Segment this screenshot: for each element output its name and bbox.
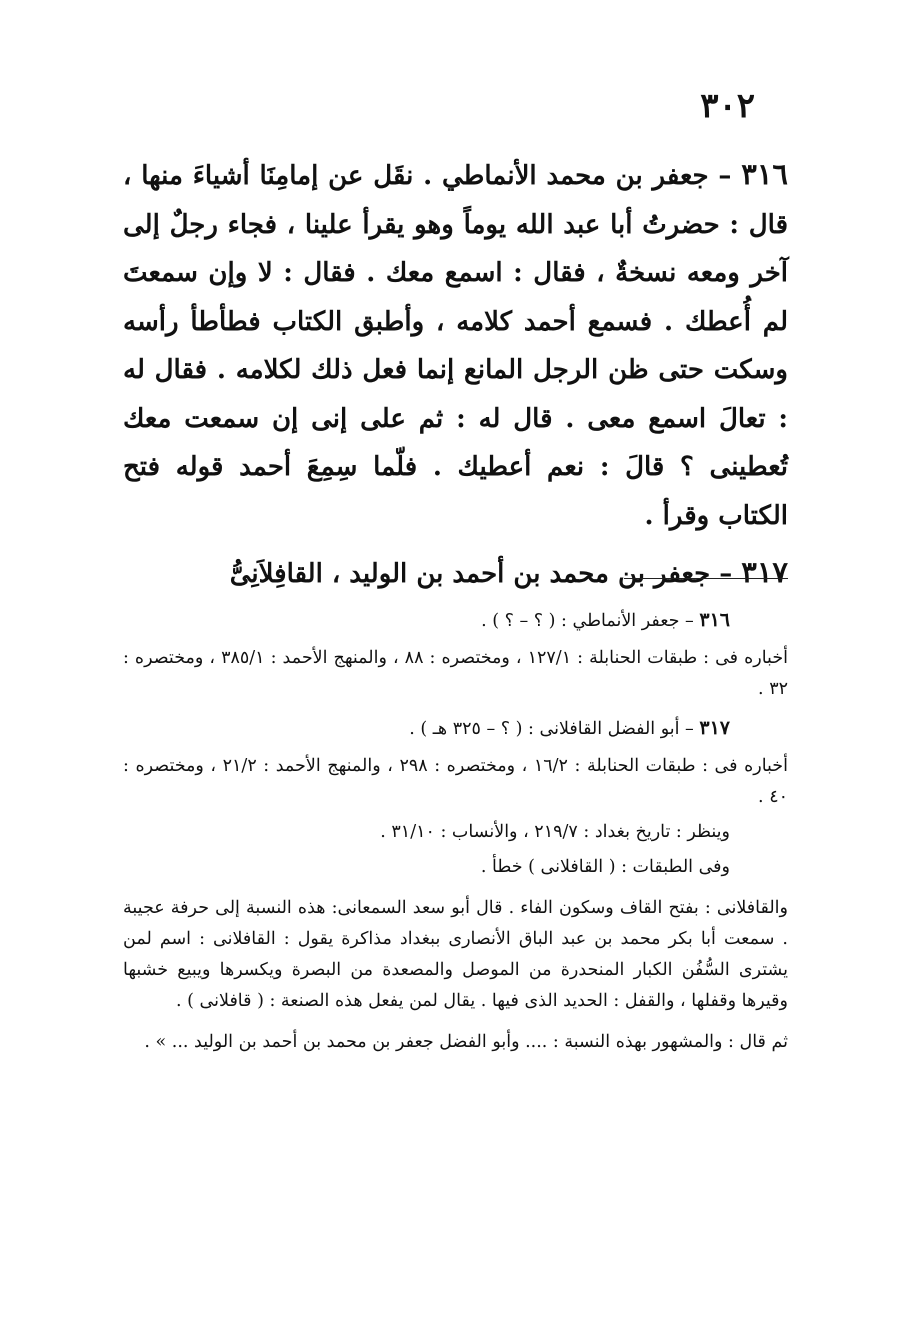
footnotes (123, 605, 788, 1058)
page-number: ٣٠٢ (700, 86, 755, 126)
entry-text: – جعفر بن محمد بن أحمد بن الوليد ، القافِلاَنِىُّ (229, 559, 742, 589)
entry-number: ٣١٧ (741, 555, 788, 589)
footnote-divider (624, 578, 788, 579)
note-316-sources: أخباره فى : طبقات الحنابلة : ١٢٧/١ ، ومختصره : ٨٨ ، والمنهج الأحمد : ٣٨٥/١ ، ومختصره : ٣٢ . (123, 648, 788, 699)
entry-317 (123, 548, 788, 599)
note-317-sources: أخباره فى : طبقات الحنابلة : ١٦/٢ ، ومختصره : ٢٩٨ ، والمنهج الأحمد : ٢١/٢ ، ومختصره : ٤٠ . (123, 756, 788, 807)
note-317-famous: ثم قال : والمشهور بهذه النسبة : .... وأبو الفضل جعفر بن محمد بن أحمد بن الوليد ... » . (144, 1032, 788, 1052)
note-317-qafilani: والقافلانى : بفتح القاف وسكون الفاء . قال أبو سعد السمعانى: هذه النسبة إلى حرفة عجيبة . سمعت أبا بكر محمد بن عبد الباق الأنصارى ببغداد مذاكرة يقول : القافلانى : اسم لمن يشترى السُّفُن الكبار المنحدرة من الموصل والمصعدة من البصرة ويكسرها ويبيع خشبها وقيرها وقفلها ، والقفل : الحديد الذى فيها . يقال لمن يفعل هذه الصنعة : ( قافلانى ) . (123, 898, 788, 1011)
note-number: ٣١٦ (699, 609, 730, 631)
entry-number: ٣١٦ (741, 157, 788, 191)
note-heading-text: – أبو الفضل القافلانى : ( ؟ – ٣٢٥ هـ ) . (409, 719, 700, 739)
entry-text: – جعفر بن محمد الأنماطي . نقَل عن إمامِنَا أشياءَ منها ، قال : حضرتُ أبا عبد الله يوماً وهو يقرأ علينا ، فجاء رجلٌ إلى آخر ومعه نسخةٌ ، فقال : اسمع معك . فقال : لا وإن سمعتَ لم أُعطك . فسمع أحمد كلامه ، وأطبق الكتاب فطأطأ رأسه وسكت حتى ظن الرجل المانع إنما فعل ذلك لكلامه . فقال له : تعالَ اسمع معى . قال له : ثم على إنى إن سمعت معك تُعطينى ؟ قالَ : نعم أعطيك . فلّما سِمِعَ أحمد قوله فتح الكتاب وقرأ . (123, 161, 788, 531)
note-316-heading (123, 605, 788, 637)
note-317-heading (123, 713, 788, 745)
note-317-tabaqat: وفى الطبقات : ( القافلانى ) خطأ . (480, 857, 730, 877)
entry-316 (123, 150, 788, 540)
main-text (123, 150, 788, 607)
note-heading-text: – جعفر الأنماطي : ( ؟ – ؟ ) . (481, 611, 700, 631)
note-317-see-also: وينظر : تاريخ بغداد : ٢١٩/٧ ، والأنساب : ٣١/١٠ . (380, 822, 730, 842)
note-number: ٣١٧ (699, 717, 730, 739)
